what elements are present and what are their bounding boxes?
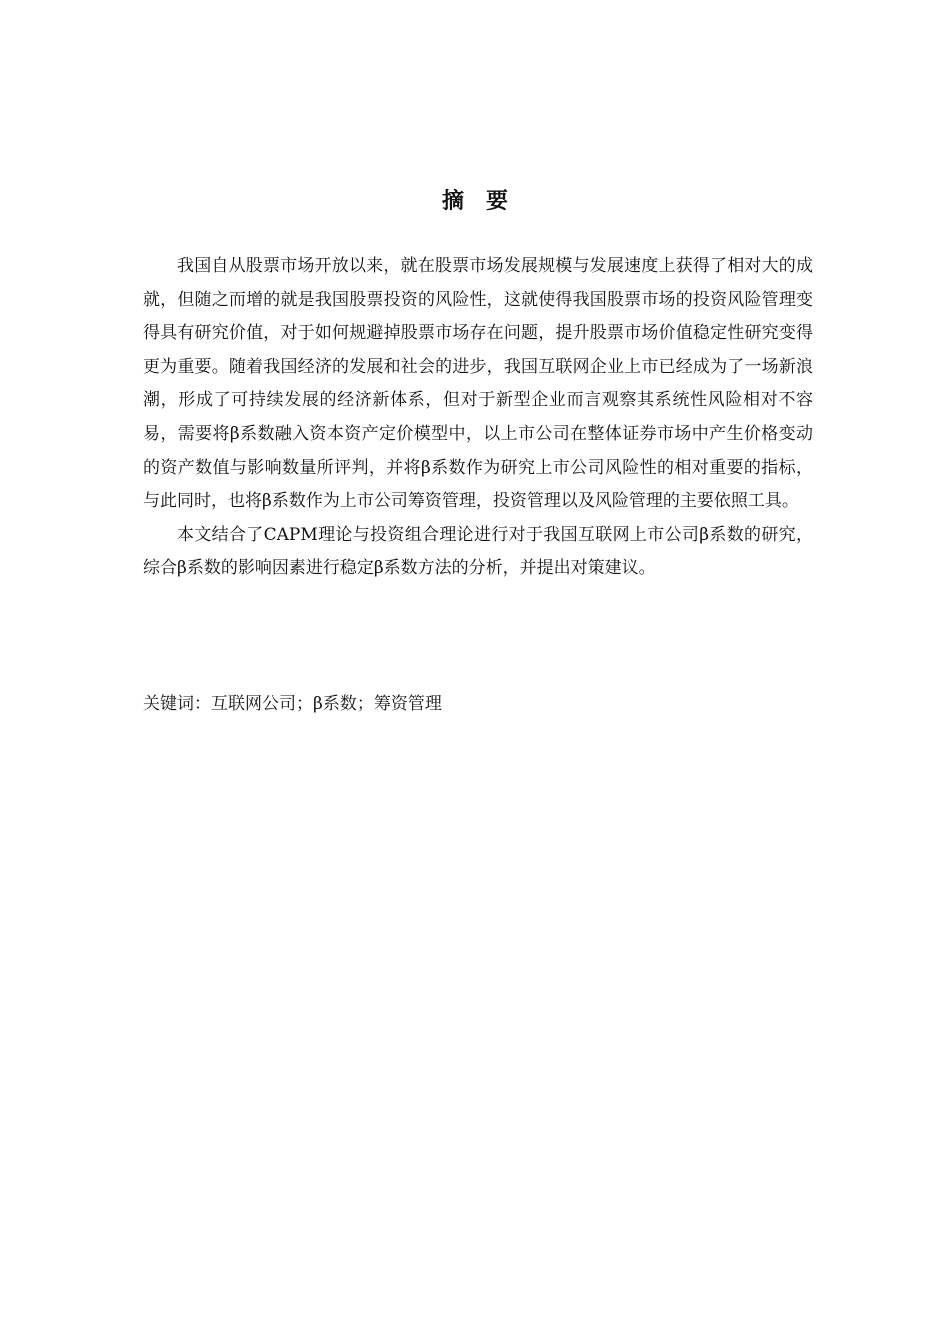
abstract-title	[0, 184, 950, 215]
abstract-paragraph-2: 本文结合了CAPM理论与投资组合理论进行对于我国互联网上市公司β系数的研究，综合β系数的影响因素进行稳定β系数方法的分析，并提出对策建议。	[143, 524, 813, 579]
keywords-line: 关键词：互联网公司；β系数；筹资管理	[143, 694, 442, 714]
abstract-title-char-1: 摘	[441, 189, 464, 214]
abstract-title-char-2: 要	[486, 189, 509, 214]
abstract-body	[143, 250, 813, 586]
abstract-paragraph-1: 我国自从股票市场开放以来，就在股票市场发展规模与发展速度上获得了相对大的成就，但随之而增的就是我国股票投资的风险性，这就使得我国股票市场的投资风险管理变得具有研究价值，对于如何规避掉股票市场存在问题，提升股票市场价值稳定性研究变得更为重要。随着我国经济的发展和社会的进步，我国互联网企业上市已经成为了一场新浪潮，形成了可持续发展的经济新体系，但对于新型企业而言观察其系统性风险相对不容易，需要将β系数融入资本资产定价模型中，以上市公司在整体证券市场中产生价格变动的资产数值与影响数量所评判，并将β系数作为研究上市公司风险性的相对重要的指标，与此同时，也将β系数作为上市公司筹资管理，投资管理以及风险管理的主要依照工具。	[143, 256, 813, 512]
